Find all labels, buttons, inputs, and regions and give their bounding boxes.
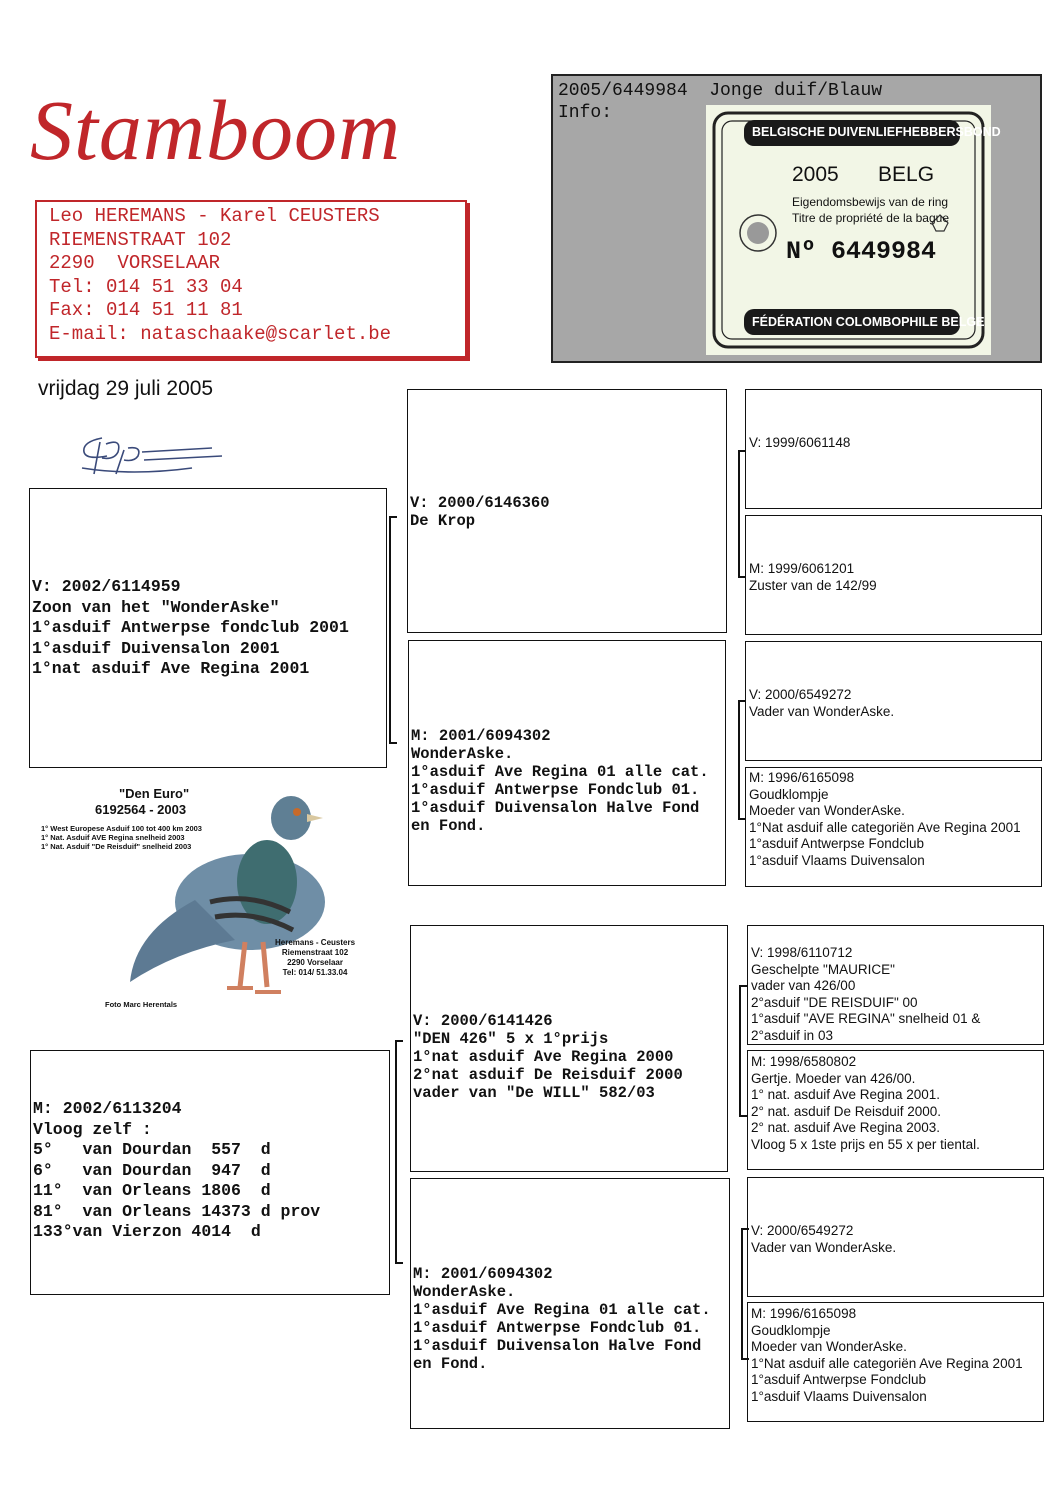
pedigree-line: Zuster van de 142/99 [749, 577, 877, 593]
pedigree-line: V: 1999/6061148 [749, 435, 851, 450]
photo-owner [275, 938, 355, 978]
connector-bracket [739, 985, 747, 1117]
pedigree-line: 1°nat asduif Ave Regina 2000 [413, 1048, 674, 1066]
pedigree-line: 2° nat. asduif De Reisduif 2000. [751, 1103, 942, 1119]
fmm-box [745, 767, 1042, 887]
certificate-text-nl: Eigendomsbewijs van de ring [792, 195, 949, 209]
fff-info [749, 435, 850, 452]
certificate-top-label: BELGISCHE DUIVENLIEFHEBBERSBOND [752, 125, 1001, 139]
ring-card [551, 74, 1042, 363]
dam-line: Vloog zelf : [33, 1119, 152, 1139]
mmm-box [747, 1302, 1044, 1422]
pedigree-line: Vader van WonderAske. [749, 703, 895, 719]
contact-line: E-mail: nataschaake@scarlet.be [49, 322, 392, 345]
ring-certificate [706, 105, 1001, 355]
sire-box [29, 488, 387, 768]
sire-dam-box [408, 640, 726, 886]
dam-sire-box [410, 925, 728, 1172]
pedigree-line: 1°asduif Ave Regina 01 alle cat. [413, 1301, 711, 1319]
contact-box [35, 200, 467, 358]
contact-line: Fax: 014 51 11 81 [49, 299, 243, 321]
pedigree-line: 1°Nat asduif alle categoriën Ave Regina 2001 [751, 1355, 1023, 1371]
sire-sire-box [407, 389, 727, 633]
pedigree-line: 1°asduif Vlaams Duivensalon [749, 852, 925, 868]
photo-owner-line: Tel: 014/ 51.33.04 [282, 968, 348, 977]
mmm-info [751, 1306, 1023, 1405]
sire-info [32, 577, 349, 680]
pedigree-line: V: 2000/6549272 [751, 1223, 854, 1238]
certificate-bottom-label: FÉDÉRATION COLOMBOPHILE BELGE [752, 315, 985, 329]
pedigree-line: 1°asduif Duivensalon Halve Fond [411, 799, 700, 817]
pedigree-line: WonderAske. [411, 745, 514, 763]
dam-dam-box [410, 1178, 730, 1429]
mmf-box [747, 1177, 1044, 1297]
pedigree-line: V: 2000/6141426 [413, 1012, 553, 1030]
ffm-info [749, 561, 877, 594]
connector-bracket [395, 1040, 403, 1264]
sire-line: V: 2002/6114959 [32, 577, 181, 596]
fmf-box [745, 641, 1042, 761]
dam-line: M: 2002/6113204 [33, 1099, 182, 1118]
dam-line: 81° van Orleans 14373 d prov [33, 1201, 321, 1221]
fff-box [745, 389, 1042, 509]
pedigree-line: Vader van WonderAske. [751, 1239, 897, 1255]
pedigree-line: M: 1998/6580802 [751, 1054, 857, 1069]
pedigree-line: 2° nat. asduif Ave Regina 2003. [751, 1120, 941, 1135]
photo-owner-line: Heremans - Ceusters [275, 938, 356, 947]
dam-dam-info [413, 1265, 711, 1373]
pedigree-line: 2°asduif "DE REISDUIF" 00 [751, 994, 918, 1010]
photo-owner-line: Riemenstraat 102 [281, 948, 349, 957]
pedigree-line: en Fond. [413, 1355, 488, 1373]
pedigree-line: Goudklompje [749, 786, 829, 802]
sire-line: 1°asduif Antwerpse fondclub 2001 [32, 618, 349, 637]
fmm-info [749, 770, 1021, 869]
dam-line: 133°van Vierzon 4014 d [33, 1222, 261, 1241]
pedigree-line: V: 2000/6549272 [749, 687, 852, 702]
pedigree-line: M: 1996/6165098 [749, 770, 855, 785]
pedigree-line: Goudklompje [751, 1322, 831, 1338]
certificate-text-fr: Titre de propriété de la bague [792, 211, 949, 225]
pedigree-line: M: 2001/6094302 [411, 727, 551, 745]
dam-line: 11° van Orleans 1806 d [33, 1181, 271, 1200]
sire-line: Zoon van het "WonderAske" [32, 597, 280, 617]
certificate-number: Nº 6449984 [786, 237, 937, 266]
pedigree-line: en Fond. [411, 817, 486, 835]
pedigree-line: 2°nat asduif De Reisduif 2000 [413, 1066, 683, 1084]
connector-bracket [738, 450, 746, 578]
dam-box [30, 1050, 390, 1295]
pedigree-line: 1°Nat asduif alle categoriën Ave Regina 2001 [749, 819, 1021, 835]
dam-line: 5° van Dourdan 557 d [33, 1140, 271, 1159]
pedigree-line: 1°asduif Antwerpse Fondclub 01. [411, 781, 700, 799]
fmf-info [749, 687, 894, 720]
sire-line: 1°asduif Duivensalon 2001 [32, 638, 280, 658]
pedigree-line: 1° nat. asduif Ave Regina 2001. [751, 1087, 941, 1102]
mfm-info [751, 1054, 980, 1153]
connector-bracket [389, 516, 397, 744]
signature [72, 430, 232, 480]
sire-line: 1°nat asduif Ave Regina 2001 [32, 659, 310, 678]
sire-dam-info [411, 727, 709, 835]
ring-card-line: 2005/6449984 Jonge duif/Blauw [558, 81, 883, 101]
ffm-box [745, 515, 1042, 635]
contact-line: Leo HEREMANS - Karel CEUSTERS [49, 205, 380, 227]
pedigree-line: De Krop [410, 512, 476, 530]
sire-sire-info [410, 494, 550, 530]
pedigree-line: 1°asduif Vlaams Duivensalon [751, 1388, 927, 1404]
pedigree-line: vader van "De WILL" 582/03 [413, 1084, 655, 1102]
pedigree-line: Geschelpte "MAURICE" [751, 961, 895, 977]
pedigree-line: 1°asduif Antwerpse Fondclub 01. [413, 1319, 702, 1337]
pigeon-photo-card [35, 782, 385, 1018]
ring-card-info-label: Info: [558, 103, 613, 123]
dam-line: 6° van Dourdan 947 d [33, 1160, 271, 1180]
photo-pigeon-ring: 6192564 - 2003 [95, 802, 187, 817]
pigeon-image [35, 782, 385, 1018]
contact-line: RIEMENSTRAAT 102 [49, 228, 232, 251]
connector-bracket [738, 700, 746, 820]
pedigree-line: "DEN 426" 5 x 1°prijs [413, 1030, 609, 1048]
certificate-year: 2005 [792, 163, 839, 186]
pedigree-line: WonderAske. [413, 1283, 516, 1301]
page-title: Stamboom [30, 82, 402, 178]
dam-info [33, 1099, 320, 1243]
pedigree-line: 1°asduif Antwerpse Fondclub [749, 836, 925, 851]
pedigree-line: Gertje. Moeder van 426/00. [751, 1070, 916, 1086]
photo-result-line: 1° Nat. Asduif "De Reisduif" snelheid 2003 [41, 842, 192, 851]
contact-line: Tel: 014 51 33 04 [49, 275, 243, 298]
pedigree-line: 1°asduif Duivensalon Halve Fond [413, 1337, 702, 1355]
pedigree-line: V: 2000/6146360 [410, 494, 550, 512]
contact-line: 2290 VORSELAAR [49, 252, 221, 274]
pedigree-line: M: 1999/6061201 [749, 561, 855, 576]
photo-result-line: 1° West Europese Asduif 100 tot 400 km 2003 [41, 824, 202, 833]
photo-pigeon-name: "Den Euro" [119, 786, 190, 801]
pedigree-line: M: 1996/6165098 [751, 1306, 857, 1321]
connector-bracket [741, 1228, 749, 1360]
mff-info [751, 945, 980, 1044]
mmf-info [751, 1223, 896, 1256]
certificate-country: BELG [878, 163, 935, 186]
pedigree-line: 1°asduif Ave Regina 01 alle cat. [411, 763, 709, 781]
mff-box [747, 925, 1044, 1045]
mfm-box [747, 1050, 1044, 1170]
pedigree-line: vader van 426/00 [751, 978, 856, 993]
photo-credit: Foto Marc Herentals [105, 1000, 178, 1009]
document-date: vrijdag 29 juli 2005 [38, 377, 214, 400]
pedigree-line: M: 2001/6094302 [413, 1265, 553, 1283]
pedigree-line: 1°asduif Antwerpse Fondclub [751, 1372, 927, 1387]
pedigree-line: 1°asduif "AVE REGINA" snelheid 01 & [751, 1011, 981, 1026]
photo-results [41, 824, 202, 851]
photo-result-line: 1° Nat. Asduif AVE Regina snelheid 2003 [41, 833, 185, 842]
pedigree-line: 2°asduif in 03 [751, 1027, 833, 1043]
pedigree-line: Vloog 5 x 1ste prijs en 55 x per tiental. [751, 1136, 980, 1152]
dam-sire-info [413, 1012, 683, 1102]
pedigree-line: Moeder van WonderAske. [749, 803, 905, 818]
pedigree-line: Moeder van WonderAske. [751, 1339, 907, 1354]
photo-owner-line: 2290 Vorselaar [287, 958, 343, 967]
pedigree-line: V: 1998/6110712 [751, 945, 853, 960]
